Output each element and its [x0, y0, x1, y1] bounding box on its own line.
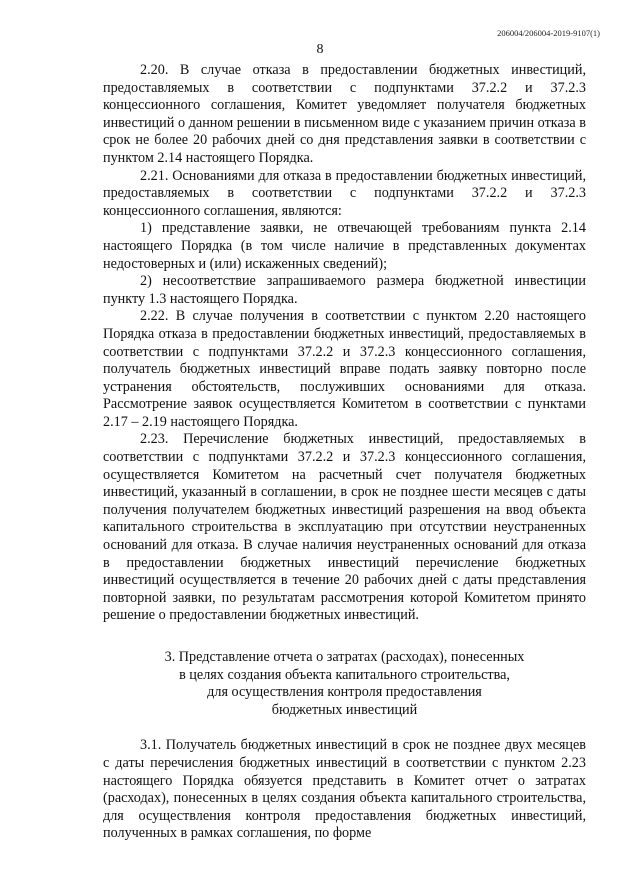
paragraph-2-23: 2.23. Перечисление бюджетных инвестиций, предоставляемых в соответствии с подпунктами 37.2.2 и 37.2.3 концессионного соглашения, осуществляется Комитетом на расчетный счет получателя бюджетных инвестиций, указанный в соглашении, в срок не позднее шести месяцев с даты получения получателем бюджетных инвестиций разрешения на ввод объекта капитального строительства в эксплуатацию при отсутствии неустраненных оснований для отказа. В случае наличия неустраненных оснований для отказа в предоставлении бюджетных инвестиций перечисление бюджетных инвестиций осуществляется в течение 20 рабочих дней с даты представления повторной заявки, по результатам рассмотрения которой Комитетом принято решение о предоставлении бюджетных инвестиций.: [103, 431, 586, 624]
section-heading-line-3: для осуществления контроля предоставления: [207, 684, 482, 701]
paragraph-3-1: 3.1. Получатель бюджетных инвестиций в срок не позднее двух месяцев с даты перечисления бюджетных инвестиций в соответствии с пунктом 2.23 настоящего Порядка обязуется представить в Комитет отчет о затратах (расходах), понесенных в целях создания объекта капитального строительства, для осуществления контроля предоставления бюджетных инвестиций, полученных в рамках соглашения, по форме: [103, 737, 586, 842]
paragraph-2-20: 2.20. В случае отказа в предоставлении бюджетных инвестиций, предоставляемых в соответствии с подпунктами 37.2.2 и 37.2.3 концессионного соглашения, Комитет уведомляет получателя бюджетных инвестиций о данном решении в письменном виде с указанием причин отказа в срок не более 20 рабочих дней со дня представления заявки в соответствии с пунктом 2.14 настоящего Порядка.: [103, 62, 586, 166]
list-item-1: 1) представление заявки, не отвечающей требованиям пункта 2.14 настоящего Порядка (в том числе наличие в представленных документах недостоверных и (или) искаженных сведений);: [103, 220, 586, 272]
document-id: 206004/206004-2019-9107(1): [497, 28, 600, 38]
section-heading: [103, 649, 586, 719]
document-body: [103, 62, 586, 843]
paragraph-2-21: 2.21. Основаниями для отказа в предоставлении бюджетных инвестиций, предоставляемых в соответствии с подпунктами 37.2.2 и 37.2.3 концессионного соглашения, являются:: [103, 167, 586, 219]
section-heading-line-1: 3. Представление отчета о затратах (расходах), понесенных: [164, 649, 525, 665]
paragraph-2-22: 2.22. В случае получения в соответствии с пунктом 2.20 настоящего Порядка отказа в предоставлении бюджетных инвестиций, предоставляемых в соответствии с подпунктами 37.2.2 и 37.2.3 концессионного соглашения, получатель бюджетных инвестиций вправе подать заявку повторно после устранения обстоятельств, послуживших основаниями для отказа. Рассмотрение заявок осуществляется Комитетом в соответствии с пунктами 2.17 – 2.19 настоящего Порядка.: [103, 308, 586, 430]
list-item-2: 2) несоответствие запрашиваемого размера бюджетной инвестиции пункту 1.3 настоящего Порядка.: [103, 273, 586, 307]
page-number: 8: [316, 42, 324, 57]
section-heading-line-2: в целях создания объекта капитального строительства,: [179, 666, 510, 683]
section-heading-line-4: бюджетных инвестиций: [271, 701, 418, 718]
